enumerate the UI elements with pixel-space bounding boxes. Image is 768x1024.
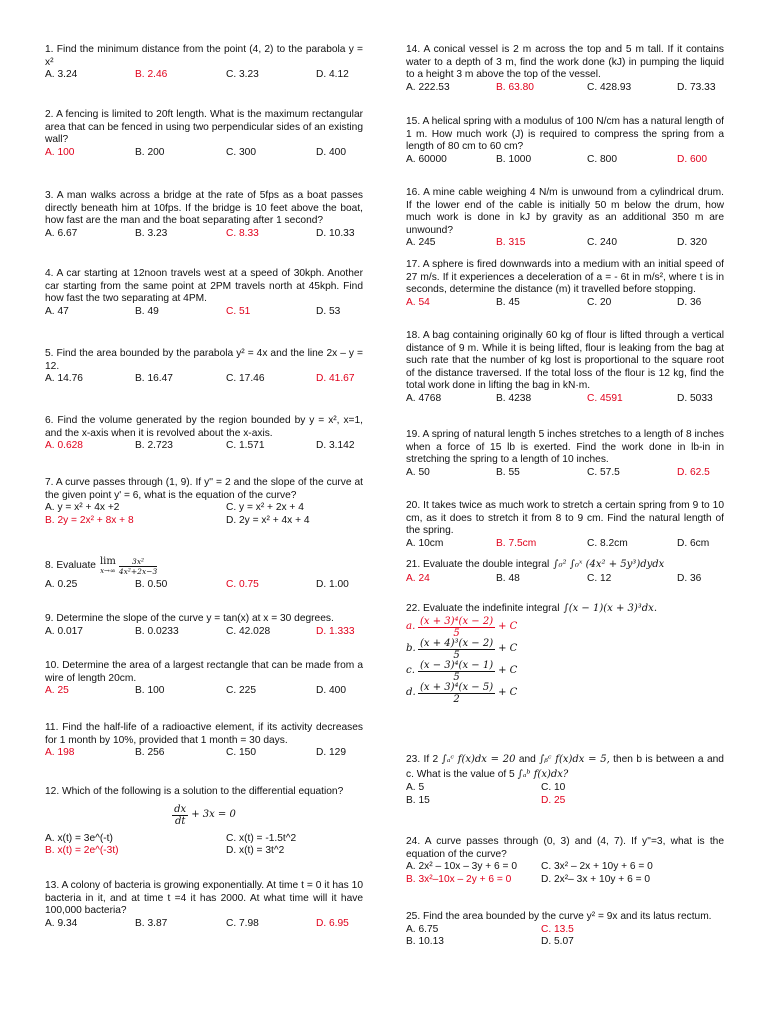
- question-13: [45, 880, 363, 930]
- option-a-answer[interactable]: A. 100: [45, 146, 75, 158]
- fraction-numerator: (x + 3)⁴(x − 2): [420, 615, 494, 627]
- option-b-answer[interactable]: B. 7.5cm: [496, 537, 537, 549]
- option-d[interactable]: D. 36: [677, 296, 702, 308]
- option-b[interactable]: B. 55: [496, 466, 520, 478]
- question-text: 12. Which of the following is a solution to the differential equation?: [45, 786, 344, 797]
- option-b[interactable]: B. 2.723: [135, 440, 173, 451]
- option-c-answer[interactable]: C. 0.75: [226, 579, 259, 590]
- option-b[interactable]: B. 49: [135, 305, 159, 317]
- option-c[interactable]: C. 3x² – 2x + 10y + 6 = 0: [541, 861, 653, 872]
- option-b[interactable]: B. 15: [406, 794, 430, 806]
- option-c[interactable]: C. 20: [587, 296, 612, 308]
- option-a[interactable]: A. y = x² + 4x +2: [45, 502, 120, 513]
- choice-c[interactable]: [406, 660, 724, 682]
- question-text: 4. A car starting at 12noon travels west at a speed of 30kph. Another car starting from the same point at 2PM travels north at 45kph. Find how fast the two separating at 4PM.: [45, 268, 363, 304]
- options-row-2: [45, 515, 363, 528]
- option-a[interactable]: A. 6.67: [45, 227, 78, 239]
- option-a[interactable]: A. 2x² – 10x – 3y + 6 = 0: [406, 861, 517, 872]
- fraction-denominator: 5: [453, 671, 460, 683]
- option-d[interactable]: D. 5.07: [541, 936, 574, 947]
- options-row-2: [406, 795, 724, 808]
- option-b-answer[interactable]: B. x(t) = 2e^(-3t): [45, 845, 119, 856]
- option-c[interactable]: C. 800: [587, 153, 618, 165]
- option-a-answer[interactable]: A. 24: [406, 573, 430, 584]
- option-d[interactable]: D. 6cm: [677, 537, 710, 549]
- option-a[interactable]: A. 222.53: [406, 81, 450, 93]
- option-c[interactable]: C. 12: [587, 573, 612, 584]
- option-a[interactable]: A. 0.25: [45, 579, 78, 590]
- question-7: [45, 477, 363, 527]
- choice-b[interactable]: [406, 638, 724, 660]
- option-c[interactable]: C. 300: [226, 146, 257, 158]
- option-a[interactable]: A. 50: [406, 466, 430, 478]
- question-text: 2. A fencing is limited to 20ft length. What is the maximum rectangular area that can be fenced in using two perpendicular sides of an existing wall?: [45, 109, 363, 145]
- option-c[interactable]: C. 150: [226, 747, 257, 758]
- question-4: [45, 268, 363, 318]
- question-text: 25. Find the area bounded by the curve y² = 9x and its latus rectum.: [406, 911, 712, 922]
- fraction-denominator: 5: [453, 649, 460, 661]
- question-text: 3. A man walks across a bridge at the rate of 5fps as a boat passes directly beneath him at 10fps. If the bridge is 10 feet above the boat, how fast are the man and the boat separating after 1 second?: [45, 190, 363, 226]
- options: [406, 573, 724, 586]
- question-label: 22. Evaluate the indefinite integral: [406, 602, 560, 614]
- options: [45, 579, 363, 592]
- option-d[interactable]: D. 2y = x² + 4x + 4: [226, 514, 310, 526]
- indefinite-integral: ∫(x − 1)(x + 3)³dx.: [563, 602, 658, 614]
- option-d[interactable]: D. 36: [677, 573, 702, 584]
- question-15: [406, 116, 724, 166]
- options: [406, 393, 724, 406]
- question-text: 7. A curve passes through (1, 9). If y'' = 2 and the slope of the curve at the given point y' = 6, what is the equation of the curve?: [45, 477, 363, 501]
- option-c[interactable]: C. 57.5: [587, 466, 620, 478]
- options-row-1: [406, 861, 724, 874]
- question-20: [406, 500, 724, 550]
- question-19: [406, 429, 724, 479]
- option-b[interactable]: B. 256: [135, 747, 165, 758]
- option-b[interactable]: B. 3.87: [135, 917, 168, 929]
- constant: + C: [498, 664, 518, 676]
- option-c[interactable]: C. 225: [226, 685, 257, 696]
- option-c[interactable]: C. 17.46: [226, 373, 265, 384]
- option-c-answer[interactable]: C. 4591: [587, 392, 623, 404]
- option-d[interactable]: D. 400: [316, 146, 347, 158]
- choice-d[interactable]: [406, 682, 724, 704]
- constant: + C: [498, 642, 518, 654]
- options: [406, 237, 724, 250]
- option-d[interactable]: D. x(t) = 3t^2: [226, 845, 285, 856]
- integral-c: ∫ₐᵇ f(x)dx?: [517, 769, 569, 780]
- choice-fraction: [418, 616, 495, 639]
- option-b[interactable]: B. 0.50: [135, 579, 168, 590]
- options-row-2: [45, 845, 363, 858]
- question-text: [406, 557, 724, 573]
- question-1: [45, 44, 363, 82]
- question-14: [406, 44, 724, 94]
- option-a[interactable]: A. 0.017: [45, 625, 83, 637]
- choice-label: b.: [406, 642, 416, 654]
- option-d[interactable]: D. 129: [316, 747, 347, 758]
- fraction-numerator: (x − 3)⁴(x − 1): [420, 659, 494, 671]
- question-text: [45, 553, 363, 579]
- question-text: 19. A spring of natural length 5 inches stretches to a length of 8 inches when a force of 15 lb is exerted. Find the work done in lb-in in stretching the spring to a length of 10 inches.: [406, 429, 724, 465]
- question-11: [45, 722, 363, 760]
- option-a-answer[interactable]: A. 198: [45, 747, 75, 758]
- option-a[interactable]: A. 9.34: [45, 917, 78, 929]
- choice-fraction: [418, 638, 495, 661]
- question-text: 11. Find the half-life of a radioactive element, if its activity decreases for 1 month by 10%, provided that 1 month = 30 days.: [45, 722, 363, 746]
- options: [45, 228, 363, 241]
- option-d[interactable]: D. 400: [316, 685, 347, 696]
- options: [406, 154, 724, 167]
- question-17: [406, 259, 724, 309]
- fraction-numerator: (x + 4)³(x − 2): [420, 637, 494, 649]
- option-c[interactable]: C. 428.93: [587, 81, 632, 93]
- options: [45, 373, 363, 386]
- option-a[interactable]: A. 47: [45, 305, 69, 317]
- constant: + C: [498, 686, 518, 698]
- question-18: [406, 330, 724, 405]
- option-d[interactable]: D. 320: [677, 237, 708, 248]
- option-b[interactable]: B. 16.47: [135, 373, 173, 384]
- text-part-c: then b is between a and c. What is the value of 5: [406, 754, 724, 780]
- option-a-answer[interactable]: A. 25: [45, 685, 69, 696]
- question-text: 14. A conical vessel is 2 m across the top and 5 m tall. If it contains water to a depth of 3 m, find the work done (kJ) in pumping the liquid to a height 3 m above the top of the vessel.: [406, 44, 724, 80]
- double-integral: ∫₀² ∫₀ˣ (4x² + 5y³)dydx: [553, 558, 665, 570]
- option-d[interactable]: D. 4.12: [316, 69, 349, 80]
- option-a[interactable]: A. 245: [406, 237, 436, 248]
- options: [45, 306, 363, 319]
- differential-equation: [45, 801, 363, 831]
- option-d[interactable]: D. 10.33: [316, 227, 355, 239]
- question-text: [406, 602, 724, 616]
- options: [406, 538, 724, 551]
- question-3: [45, 190, 363, 240]
- question-text: 18. A bag containing originally 60 kg of flour is lifted through a vertical distance of 9 m. While it is being lifted, flour is leaking from the bag at such rate that the number of kg lost is proportional to the square root of the distance traversed. If the total loss of the flour is 12 kg, find the total work done in lifting the bag in kN·m.: [406, 330, 724, 391]
- question-text: [406, 752, 724, 782]
- option-b[interactable]: B. 45: [496, 296, 520, 308]
- options: [45, 685, 363, 698]
- option-b-answer[interactable]: B. 2y = 2x² + 8x + 8: [45, 514, 134, 526]
- option-a[interactable]: A. 14.76: [45, 373, 83, 384]
- option-c[interactable]: C. 7.98: [226, 917, 259, 929]
- question-text: 13. A colony of bacteria is growing exponentially. At time t = 0 it has 10 bacteria in it, and at time t =4 it has 2000. At what time will it have 100,000 bacteria?: [45, 880, 363, 916]
- option-d[interactable]: D. 53: [316, 305, 341, 317]
- question-text: 17. A sphere is fired downwards into a medium with an initial speed of 27 m/s. If it experiences a deceleration of a = - 6t in m/s², where t is in seconds, determine the distance (m) it travelled before stopping.: [406, 259, 724, 295]
- option-c[interactable]: C. 42.028: [226, 625, 271, 637]
- option-a[interactable]: A. x(t) = 3e^(-t): [45, 832, 113, 844]
- options: [45, 747, 363, 760]
- lim-subscript: x→∞: [100, 567, 116, 575]
- option-a[interactable]: A. 60000: [406, 153, 447, 165]
- fraction-denominator: 4x²+2x−3: [118, 566, 158, 576]
- question-12: [45, 786, 363, 858]
- option-d-answer[interactable]: D. 1.333: [316, 625, 355, 637]
- question-text: 1. Find the minimum distance from the point (4, 2) to the parabola y = x²: [45, 44, 363, 68]
- option-d[interactable]: D. 1.00: [316, 579, 349, 590]
- fraction-numerator: 3x²: [119, 557, 157, 567]
- option-d-answer[interactable]: D. 41.67: [316, 373, 355, 384]
- option-d[interactable]: D. 3.142: [316, 440, 355, 451]
- question-text: 10. Determine the area of a largest rectangle that can be made from a wire of length 20cm.: [45, 660, 363, 684]
- option-b[interactable]: B. 200: [135, 146, 165, 158]
- option-b[interactable]: B. 48: [496, 573, 520, 584]
- fraction-denominator: 2: [453, 693, 460, 705]
- question-25: [406, 911, 724, 949]
- choice-label: a.: [406, 620, 416, 632]
- question-10: [45, 660, 363, 698]
- options-row-2: [406, 874, 724, 887]
- option-a[interactable]: A. 3.24: [45, 69, 78, 80]
- question-label: 21. Evaluate the double integral: [406, 558, 550, 570]
- question-6: [45, 415, 363, 453]
- option-a-answer[interactable]: A. 54: [406, 296, 430, 308]
- question-text: 20. It takes twice as much work to stretch a certain spring from 9 to 10 cm, as it does to stretch it from 8 to 9 cm. Find the natural length of the spring.: [406, 500, 724, 536]
- options-row-1: [406, 924, 724, 937]
- option-b[interactable]: B. 10.13: [406, 936, 444, 947]
- question-5: [45, 348, 363, 386]
- question-text: 24. A curve passes through (0, 3) and (4, 7). If y''=3, what is the equation of the curve?: [406, 836, 724, 860]
- question-text: 6. Find the volume generated by the region bounded by y = x², x=1, and the x-axis when it is revolved about the x-axis.: [45, 415, 363, 439]
- choice-a-answer[interactable]: [406, 616, 724, 638]
- options: [406, 467, 724, 480]
- constant: + C: [498, 620, 518, 632]
- fraction-numerator: dx: [174, 804, 187, 815]
- options: [406, 82, 724, 95]
- question-text: 16. A mine cable weighing 4 N/m is unwound from a cylindrical drum. If the lower end of the cable is initially 50 m below the drum, how much work is done in kJ by gravity as an additional 350 m are unwound?: [406, 187, 724, 236]
- fraction-numerator: (x + 3)⁴(x − 5): [420, 681, 494, 693]
- option-a[interactable]: A. 4768: [406, 392, 442, 404]
- option-d-answer[interactable]: D. 25: [541, 794, 566, 806]
- question-text: 9. Determine the slope of the curve y = tan(x) at x = 30 degrees.: [45, 613, 334, 624]
- option-c[interactable]: C. x(t) = -1.5t^2: [226, 832, 297, 844]
- option-d-answer[interactable]: D. 600: [677, 153, 708, 165]
- options-row-2: [406, 936, 724, 949]
- options: [45, 918, 363, 931]
- limit-operator: [100, 557, 116, 575]
- option-c-answer[interactable]: C. 51: [226, 305, 251, 317]
- options: [45, 147, 363, 160]
- options: [406, 297, 724, 310]
- integral-b: ∫ᵦᶜ f(x)dx = 5,: [539, 754, 610, 765]
- fraction-denominator: 5: [453, 627, 460, 639]
- option-d-answer[interactable]: D. 62.5: [677, 466, 710, 478]
- options-row-1: [406, 782, 724, 795]
- option-d[interactable]: D. 2x²– 3x + 10y + 6 = 0: [541, 873, 651, 885]
- options: [45, 69, 363, 82]
- derivative-fraction: [172, 804, 188, 827]
- text-part-b: and: [518, 754, 536, 765]
- option-c[interactable]: C. 240: [587, 237, 618, 248]
- option-b[interactable]: B. 4238: [496, 392, 532, 404]
- option-a[interactable]: A. 6.75: [406, 923, 439, 935]
- option-c-answer[interactable]: C. 13.5: [541, 923, 574, 935]
- lim-word: lim: [99, 556, 116, 567]
- option-d-answer[interactable]: D. 6.95: [316, 917, 349, 929]
- option-b-answer[interactable]: B. 315: [496, 237, 526, 248]
- question-23: [406, 752, 724, 807]
- option-a[interactable]: A. 5: [406, 782, 425, 793]
- question-16: [406, 187, 724, 250]
- option-c[interactable]: C. 10: [541, 782, 566, 793]
- option-a[interactable]: A. 10cm: [406, 537, 444, 549]
- choice-label: d.: [406, 686, 416, 698]
- text-part-a: 23. If 2: [406, 754, 439, 765]
- option-a-answer[interactable]: A. 0.628: [45, 440, 83, 451]
- equation-rest: + 3x = 0: [191, 809, 236, 821]
- option-c[interactable]: C. 8.2cm: [587, 537, 628, 549]
- question-22: [406, 602, 724, 704]
- question-24: [406, 836, 724, 886]
- option-b-answer[interactable]: B. 2.46: [135, 69, 168, 80]
- options-row-1: [45, 833, 363, 846]
- option-b[interactable]: B. 100: [135, 685, 165, 696]
- option-b-answer[interactable]: B. 3x²–10x – 2y + 6 = 0: [406, 873, 512, 885]
- option-d[interactable]: D. 5033: [677, 392, 713, 404]
- integral-a: ∫ₐᶜ f(x)dx = 20: [441, 754, 516, 765]
- choice-label: c.: [406, 664, 415, 676]
- options: [45, 626, 363, 639]
- option-b[interactable]: B. 1000: [496, 153, 532, 165]
- question-2: [45, 109, 363, 159]
- question-9: [45, 613, 363, 638]
- option-c[interactable]: C. y = x² + 2x + 4: [226, 502, 304, 513]
- option-b-answer[interactable]: B. 63.80: [496, 81, 534, 93]
- option-c[interactable]: C. 3.23: [226, 69, 259, 80]
- fraction-denominator: dt: [174, 816, 186, 827]
- question-8: [45, 553, 363, 592]
- options: [45, 440, 363, 453]
- option-b[interactable]: B. 3.23: [135, 227, 168, 239]
- options-row-1: [45, 502, 363, 515]
- limit-fraction: [119, 557, 157, 576]
- question-label: 8. Evaluate: [45, 559, 96, 571]
- question-text: 5. Find the area bounded by the parabola y² = 4x and the line 2x – y = 12.: [45, 348, 363, 372]
- question-text: 15. A helical spring with a modulus of 100 N/cm has a natural length of 1 m. How much work (J) is required to compress the spring from a length of 80 cm to 60 cm?: [406, 116, 724, 152]
- option-c[interactable]: C. 1.571: [226, 440, 265, 451]
- choice-fraction: [418, 660, 495, 683]
- choice-fraction: [418, 682, 495, 705]
- option-d[interactable]: D. 73.33: [677, 81, 716, 93]
- question-21: [406, 557, 724, 586]
- option-c-answer[interactable]: C. 8.33: [226, 227, 259, 239]
- option-b[interactable]: B. 0.0233: [135, 625, 179, 637]
